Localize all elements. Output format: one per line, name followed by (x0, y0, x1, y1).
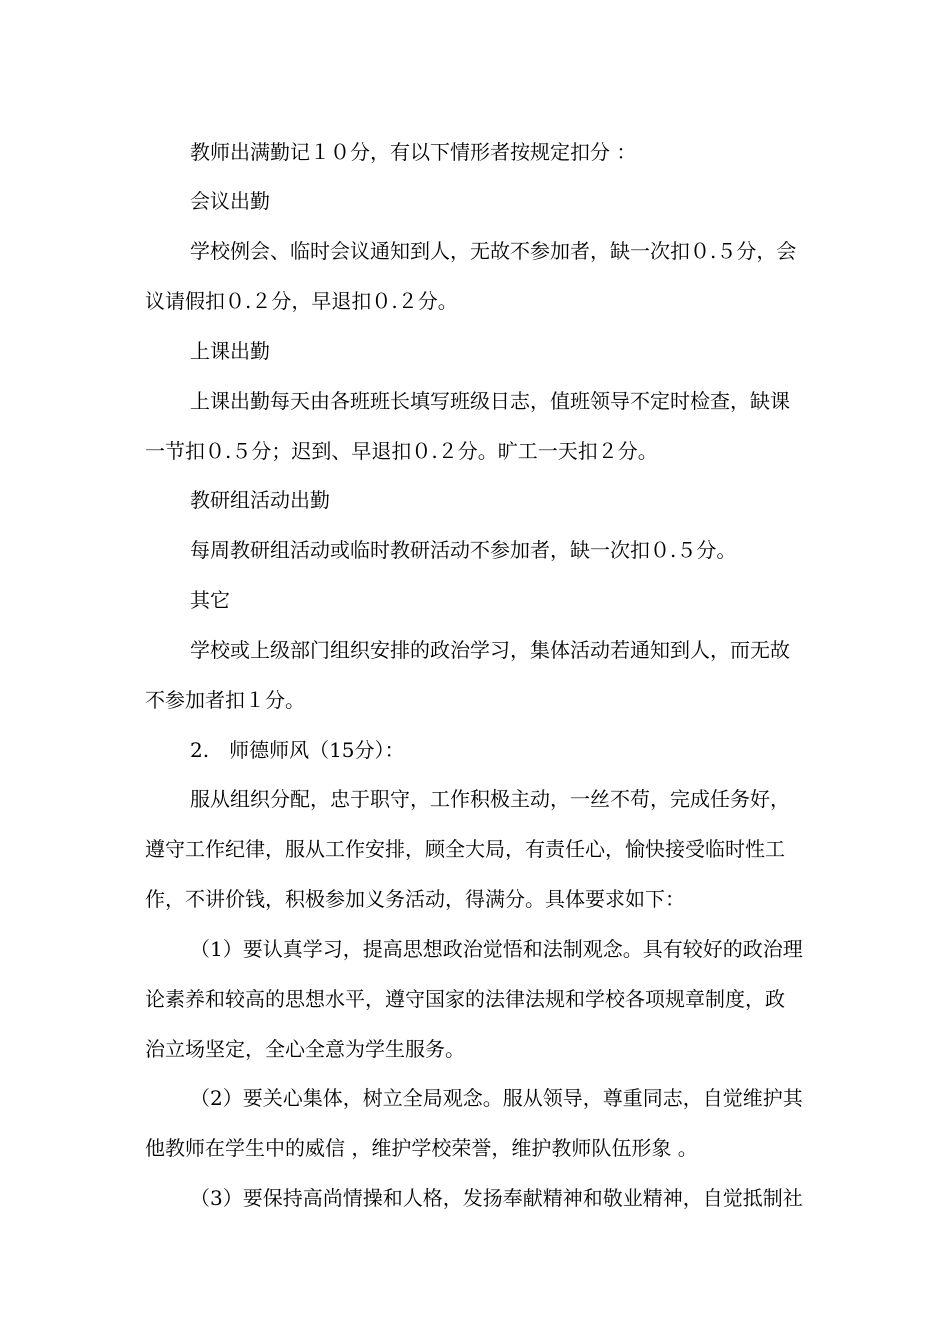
paragraph-line: 他教师在学生中的威信 ，维护学校荣誉，维护教师队伍形象 。 (145, 1136, 698, 1160)
paragraph-line: 服从组织分配，忠于职守，工作积极主动，一丝不苟，完成任务好， (190, 787, 790, 811)
section-heading: 会议出勤 (190, 189, 270, 213)
list-item: （2）要关心集体，树立全局观念。服从领导，尊重同志，自觉维护其 (190, 1086, 803, 1110)
paragraph-line: 学校或上级部门组织安排的政治学习，集体活动若通知到人，而无故 (190, 638, 790, 662)
paragraph-line: 治立场坚定，全心全意为学生服务。 (145, 1037, 465, 1061)
section-heading: 其它 (190, 588, 230, 612)
section-heading: 教研组活动出勤 (190, 488, 330, 512)
list-item: （3）要保持高尚情操和人格，发扬奉献精神和敬业精神，自觉抵制社 (190, 1186, 803, 1210)
paragraph-line: 每周教研组活动或临时教研活动不参加者，缺一次扣０.５分。 (190, 538, 737, 562)
paragraph-line: 作，不讲价钱，积极参加义务活动，得满分。具体要求如下： (145, 887, 685, 911)
section-heading: 2. 师德师风（15分）： (190, 738, 405, 762)
paragraph-line: 学校例会、临时会议通知到人，无故不参加者，缺一次扣０.５分，会 (190, 239, 797, 263)
section-heading: 上课出勤 (190, 339, 270, 363)
paragraph-line: 议请假扣０.２分，早退扣０.２分。 (145, 289, 458, 313)
paragraph-line: 遵守工作纪律，服从工作安排，顾全大局，有责任心，愉快接受临时性工 (145, 837, 785, 861)
paragraph-line: 论素养和较高的思想水平，遵守国家的法律法规和学校各项规章制度，政 (145, 987, 785, 1011)
paragraph-line: 不参加者扣１分。 (145, 688, 305, 712)
paragraph-line: 教师出满勤记１０分，有以下情形者按规定扣分 ： (190, 140, 637, 164)
paragraph-line: 上课出勤每天由各班班长填写班级日志，值班领导不定时检查，缺课 (190, 389, 790, 413)
list-item: （1）要认真学习，提高思想政治觉悟和法制观念。具有较好的政治理 (190, 937, 803, 961)
paragraph-line: 一节扣０.５分；迟到、早退扣０.２分。旷工一天扣２分。 (145, 439, 658, 463)
